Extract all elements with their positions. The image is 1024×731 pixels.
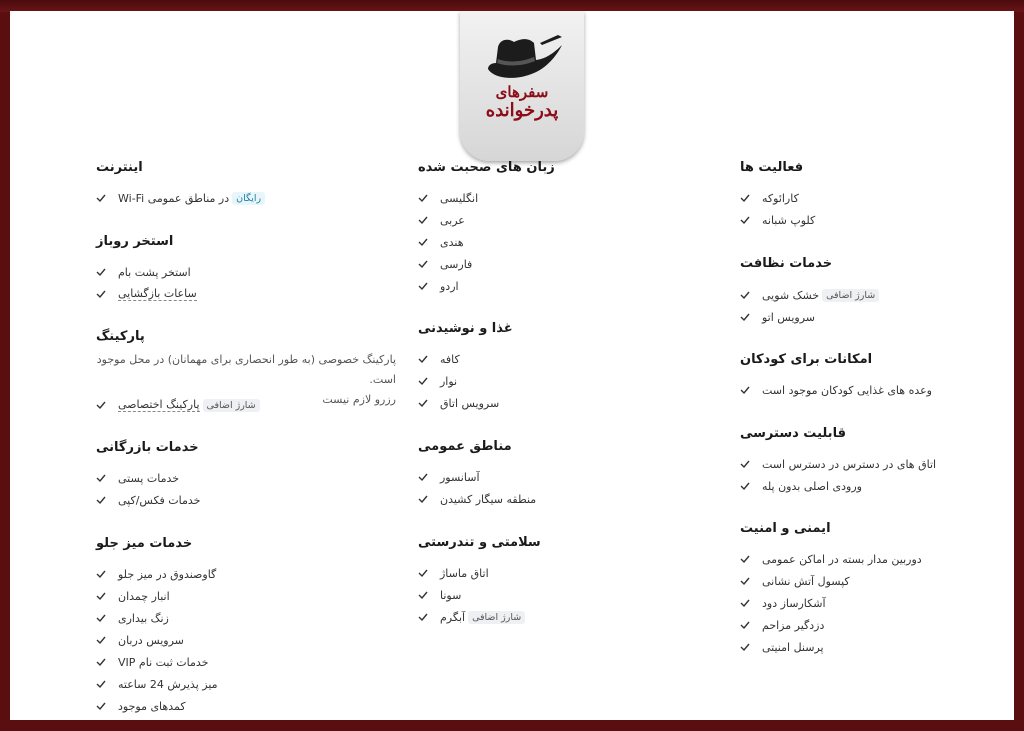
list-item: خشک شویی شارژ اضافی [740,286,879,304]
check-icon [740,554,750,564]
list-item: دزدگیر مزاحم [740,616,824,634]
list-item: خدمات فکس/کپی [96,491,200,509]
check-icon [96,613,106,623]
check-icon [740,642,750,652]
check-icon [418,259,428,269]
list-item: آشکارساز دود [740,594,826,612]
section-title-safety: ایمنی و امنیت [740,521,831,536]
list-item: در مناطق عمومی Wi-Fi رایگان [96,189,265,207]
list-item: آبگرم شارژ اضافی [418,608,525,626]
brand-logo[interactable] [460,11,584,161]
list-item: سرویس اتو [740,308,815,326]
list-item: وعده های غذایی کودکان موجود است [740,381,932,399]
check-icon [96,701,106,711]
list-item: اتاق ماساژ [418,564,489,582]
brand-line-1: سفرهای [495,83,549,101]
list-item: گاوصندوق در میز جلو [96,565,216,583]
extra-charge-badge: شارژ اضافی [468,611,525,624]
list-item: سرویس دربان [96,631,184,649]
check-icon [96,289,106,299]
list-item: VIP خدمات ثبت نام [96,653,208,671]
check-icon [418,612,428,622]
list-item: کمدهای موجود [96,697,186,715]
parking-description: پارکینگ خصوصی (به طور انحصاری برای مهمانان) در محل موجود است. رزرو لازم نیست [96,353,396,406]
check-icon [96,679,106,689]
check-icon [418,398,428,408]
check-icon [418,237,428,247]
check-icon [96,473,106,483]
check-icon [96,635,106,645]
list-item: کلوپ شبانه [740,211,815,229]
check-icon [96,193,106,203]
section-title-accessibility: قابلیت دسترسی [740,426,846,441]
list-item: فارسی [418,255,472,273]
section-title-food: غذا و نوشیدنی [418,321,513,336]
check-icon [740,193,750,203]
list-item[interactable] [96,396,260,414]
fedora-hat-icon [482,33,564,83]
check-icon [740,576,750,586]
check-icon [418,281,428,291]
check-icon [740,598,750,608]
list-item: اتاق های در دسترس در دسترس است [740,455,936,473]
check-icon [96,591,106,601]
brand-line-2: پدرخوانده [485,100,559,121]
extra-charge-badge: شارژ اضافی [203,399,260,412]
check-icon [740,215,750,225]
list-item[interactable] [96,285,197,303]
check-icon [740,459,750,469]
private-parking-link[interactable]: پارکینگ اختصاصی [118,398,200,411]
list-item: انگلیسی [418,189,478,207]
check-icon [418,472,428,482]
list-item: اردو [418,277,459,295]
check-icon [418,568,428,578]
free-badge: رایگان [232,192,265,205]
section-title-pool: استخر روباز [96,234,174,249]
section-title-front-desk: خدمات میز جلو [96,536,193,551]
list-item: دوربین مدار بسته در اماکن عمومی [740,550,922,568]
section-title-parking: پارکینگ [96,329,145,344]
list-item: کافه [418,350,460,368]
list-item: ورودی اصلی بدون پله [740,477,862,495]
check-icon [740,290,750,300]
list-item: کپسول آتش نشانی [740,572,850,590]
amenities-page [10,11,1014,720]
list-item: نوار [418,372,457,390]
extra-charge-badge: شارژ اضافی [822,289,879,302]
list-item: پرسنل امنیتی [740,638,824,656]
list-item: میز پذیرش 24 ساعته [96,675,218,693]
check-icon [418,215,428,225]
section-title-languages: زبان های صحبت شده [418,160,555,175]
list-item: منطقه سیگار کشیدن [418,490,536,508]
check-icon [96,495,106,505]
section-title-cleaning: خدمات نظافت [740,256,833,271]
check-icon [96,569,106,579]
section-title-health: سلامتی و تندرستی [418,535,541,550]
opening-hours-link[interactable]: ساعات بازگشایی [118,287,197,300]
check-icon [418,354,428,364]
section-title-public-areas: مناطق عمومی [418,439,512,454]
list-item: عربی [418,211,465,229]
list-item: سونا [418,586,461,604]
check-icon [96,267,106,277]
check-icon [418,193,428,203]
check-icon [418,494,428,504]
check-icon [740,481,750,491]
list-item: آسانسور [418,468,480,486]
list-item: استخر پشت بام [96,263,191,281]
list-item: هندی [418,233,464,251]
list-item: انبار چمدان [96,587,170,605]
check-icon [418,376,428,386]
list-item: خدمات پستی [96,469,179,487]
check-icon [740,312,750,322]
section-title-activities: فعالیت ها [740,160,804,175]
list-item: کارائوکه [740,189,799,207]
check-icon [96,400,106,410]
check-icon [418,590,428,600]
check-icon [96,657,106,667]
check-icon [740,620,750,630]
section-title-business: خدمات بازرگانی [96,440,199,455]
section-title-internet: اینترنت [96,160,143,175]
check-icon [740,385,750,395]
section-title-kids: امکانات برای کودکان [740,352,873,367]
list-item: زنگ بیداری [96,609,169,627]
list-item: سرویس اتاق [418,394,499,412]
